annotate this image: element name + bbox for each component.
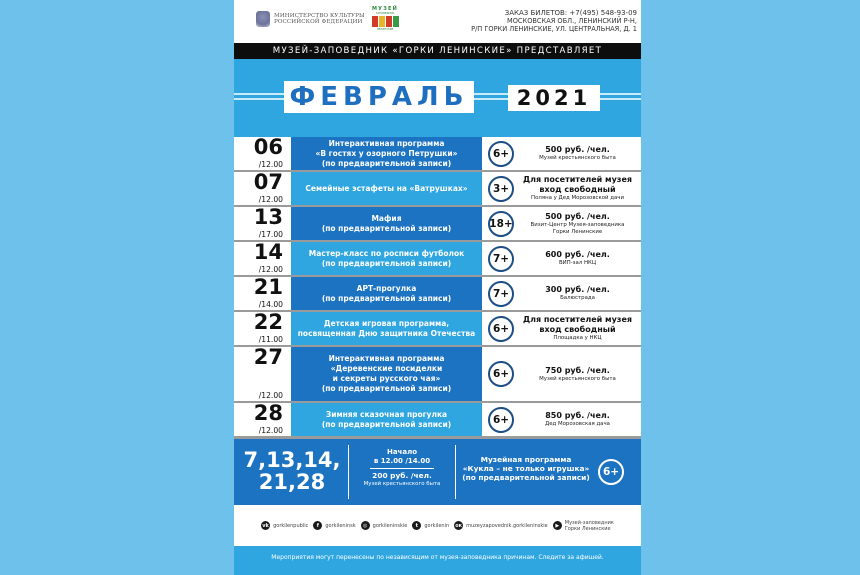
event-price: 500 руб. /чел. <box>545 211 610 221</box>
event-time: /11.00 <box>258 335 283 344</box>
events-list <box>234 137 641 438</box>
museum-logo-sub: ЗАПОВЕДНИК <box>375 12 395 15</box>
ministry-line-1: МИНИСТЕРСТВО КУЛЬТУРЫ <box>274 13 365 19</box>
event-place: Музей крестьянского быта <box>539 375 616 382</box>
special-dates <box>242 449 342 493</box>
event-title-line: Интерактивная программа <box>328 138 445 148</box>
event-row <box>234 312 641 347</box>
event-price-block <box>514 175 641 202</box>
event-day: 06 <box>253 135 283 159</box>
event-place: ВИП-зал НКЦ <box>558 260 597 266</box>
event-time: /12.00 <box>258 195 283 204</box>
event-description <box>291 347 482 401</box>
address-line-2: Р/П ГОРКИ ЛЕНИНСКИЕ, УЛ. ЦЕНТРАЛЬНАЯ, Д. 1 <box>471 25 637 33</box>
event-place: Площадка у НКЦ <box>553 335 602 341</box>
poster-header <box>234 0 641 43</box>
event-time: /14.00 <box>258 300 283 309</box>
event-description <box>291 277 482 310</box>
event-row <box>234 242 641 277</box>
age-rating-badge: 7+ <box>488 246 514 272</box>
social-link[interactable] <box>412 521 449 530</box>
start-times: в 12.00 /14.00 <box>373 457 431 465</box>
event-price-block <box>514 285 641 302</box>
event-info <box>482 137 641 170</box>
event-title-line: (по предварительной записи) <box>321 158 452 168</box>
event-place: Дед Морозовская дача <box>545 421 610 427</box>
special-price: 200 руб. /чел. <box>372 471 432 480</box>
age-rating-badge: 18+ <box>488 211 514 237</box>
event-title-line: Зимняя сказочная прогулка <box>325 409 448 419</box>
age-rating-badge: 7+ <box>488 281 514 307</box>
event-description <box>291 403 482 436</box>
event-price: Для посетителей музея <box>522 315 633 324</box>
special-place: Музей крестьянского быта <box>363 481 441 487</box>
age-rating-badge: 6+ <box>488 361 514 387</box>
facebook-icon: f <box>313 521 322 530</box>
start-label: Начало <box>386 448 418 456</box>
event-price-block <box>514 411 641 428</box>
event-place: Музей крестьянского быта <box>539 155 616 161</box>
event-title-line: АРТ-прогулка <box>356 283 417 293</box>
special-program <box>234 437 641 505</box>
event-price-2: вход свободный <box>539 185 616 194</box>
event-title-line: (по предварительной записи) <box>321 293 452 303</box>
event-time: /12.00 <box>258 391 283 400</box>
event-row <box>234 207 641 242</box>
social-label: Музей-заповедник <box>564 519 614 526</box>
museum-logo <box>369 7 401 31</box>
address-line-1: МОСКОВСКАЯ ОБЛ., ЛЕНИНСКИЙ Р-Н, <box>507 17 637 25</box>
event-price-block <box>514 315 641 342</box>
event-row <box>234 347 641 403</box>
event-title-line: и секреты русского чая» <box>332 374 441 383</box>
social-links <box>234 505 641 546</box>
ministry-logo <box>256 11 365 27</box>
age-rating-badge: 6+ <box>488 141 514 167</box>
social-link[interactable] <box>553 520 614 532</box>
event-title-line: Мафия <box>371 213 402 223</box>
event-day: 07 <box>253 170 283 194</box>
event-price: 500 руб. /чел. <box>545 145 610 154</box>
event-price-block <box>514 366 641 383</box>
event-day: 21 <box>253 275 283 299</box>
event-date <box>234 403 291 436</box>
social-link[interactable] <box>361 521 408 530</box>
event-row <box>234 172 641 207</box>
coat-of-arms-icon <box>256 11 270 27</box>
event-time: /12.00 <box>258 426 283 435</box>
special-dates-line-2: 21,28 <box>258 470 326 494</box>
instagram-icon: ◎ <box>361 521 370 530</box>
event-date <box>234 172 291 205</box>
age-rating-badge: 6+ <box>488 316 514 342</box>
museum-logo-bottom: ЛЕНИНСКИЕ <box>376 28 394 31</box>
event-day: 28 <box>253 401 283 425</box>
event-price-block <box>514 212 641 236</box>
event-info <box>482 347 641 401</box>
presents-banner: МУЗЕЙ-ЗАПОВЕДНИК «ГОРКИ ЛЕНИНСКИЕ» ПРЕДСТАВЛЯЕТ <box>234 43 641 59</box>
event-place: Поляна у Дед Морозовской дачи <box>531 195 624 201</box>
social-link[interactable] <box>313 521 355 530</box>
event-date <box>234 277 291 310</box>
event-info <box>482 172 641 205</box>
twitter-icon: t <box>412 521 421 530</box>
event-title-line: (по предварительной записи) <box>321 384 452 393</box>
event-info <box>482 242 641 275</box>
event-place: Визит-Центр Музея-заповедника <box>530 221 625 228</box>
event-description <box>291 242 482 275</box>
museum-logo-mark <box>369 16 401 27</box>
event-time: /17.00 <box>258 230 283 239</box>
event-day: 13 <box>253 205 283 229</box>
special-time <box>352 448 452 488</box>
event-day: 22 <box>253 310 283 334</box>
event-price: 750 руб. /чел. <box>545 365 610 375</box>
ministry-line-2: РОССИЙСКОЙ ФЕДЕРАЦИИ <box>274 19 363 25</box>
event-title-line: «Деревенские посиделки <box>330 364 443 373</box>
event-info <box>482 312 641 345</box>
event-info <box>482 403 641 436</box>
event-date <box>234 207 291 240</box>
social-label: muzeyzapovednik.gorkileninskie <box>466 522 548 529</box>
event-price-block <box>514 145 641 162</box>
age-rating-badge: 6+ <box>598 459 624 485</box>
social-link[interactable] <box>454 521 548 530</box>
program-line-2: «Кукла – не только игрушка» <box>462 464 590 473</box>
museum-logo-top: МУЗЕЙ <box>372 6 398 12</box>
event-description <box>291 312 482 345</box>
vk-icon: vk <box>262 522 269 529</box>
event-description <box>291 207 482 240</box>
event-title-line: Детская игровая программа, <box>323 318 450 328</box>
event-title-line: Семейные эстафеты на «Ватрушках» <box>305 183 468 193</box>
event-title-line: Мастер-класс по росписи футболок <box>308 248 465 258</box>
event-price-block <box>514 250 641 267</box>
event-price: Для посетителей музея <box>522 175 633 184</box>
event-info <box>482 277 641 310</box>
event-place: Горки Ленинские <box>552 228 603 235</box>
event-title-line: посвященная Дню защитника Отечества <box>297 328 476 338</box>
odnoklassniki-icon: ок <box>455 522 463 529</box>
special-dates-line-1: 7,13,14, <box>243 448 341 472</box>
event-date <box>234 137 291 170</box>
month-title: ФЕВРАЛЬ <box>284 81 474 113</box>
event-time: /12.00 <box>258 265 283 274</box>
contacts <box>471 9 637 33</box>
special-program-title <box>456 455 596 482</box>
event-title-line: (по предварительной записи) <box>321 223 452 233</box>
event-price: 300 руб. /чел. <box>545 285 610 294</box>
divider <box>348 445 349 499</box>
age-rating-badge: 6+ <box>488 407 514 433</box>
event-date <box>234 347 291 401</box>
event-row <box>234 277 641 312</box>
event-title-line: (по предварительной записи) <box>321 419 452 429</box>
event-day: 27 <box>253 345 283 369</box>
social-label: gorkilenin <box>424 522 450 529</box>
social-label: gorkileninskie <box>372 522 408 529</box>
footer-note: Мероприятия могут перенесены по независящим от музея-заповедника причинам. Следите за афишей. <box>234 546 641 575</box>
event-title-line: (по предварительной записи) <box>321 258 452 268</box>
social-link[interactable] <box>261 521 308 530</box>
event-place: Балюстрада <box>560 295 595 301</box>
event-title-line: «В гостях у озорного Петрушки» <box>315 148 458 158</box>
ticket-phone: ЗАКАЗ БИЛЕТОВ: +7(495) 548-93-09 <box>504 9 637 17</box>
event-poster <box>234 0 641 575</box>
event-time: /12.00 <box>258 160 283 169</box>
event-info <box>482 207 641 240</box>
social-label: gorkilenpublic <box>273 522 309 529</box>
social-label: gorkileninsk <box>325 522 356 529</box>
social-label-2: Горки Ленинские <box>564 525 611 532</box>
event-price: 850 руб. /чел. <box>545 411 610 420</box>
month-header <box>234 59 641 137</box>
event-price: 600 руб. /чел. <box>545 250 610 259</box>
program-line-1: Музейная программа <box>480 455 572 464</box>
event-day: 14 <box>253 240 283 264</box>
event-date <box>234 312 291 345</box>
event-description <box>291 137 482 170</box>
event-description <box>291 172 482 205</box>
event-title-line: Интерактивная программа <box>328 354 445 363</box>
event-date <box>234 242 291 275</box>
event-row <box>234 137 641 172</box>
event-row <box>234 403 641 438</box>
event-price-2: вход свободный <box>539 325 616 334</box>
divider <box>370 468 434 469</box>
year-title: 2021 <box>508 85 600 111</box>
age-rating-badge: 3+ <box>488 176 514 202</box>
program-line-3: (по предварительной записи) <box>462 473 590 482</box>
youtube-icon: ▶ <box>553 521 562 530</box>
